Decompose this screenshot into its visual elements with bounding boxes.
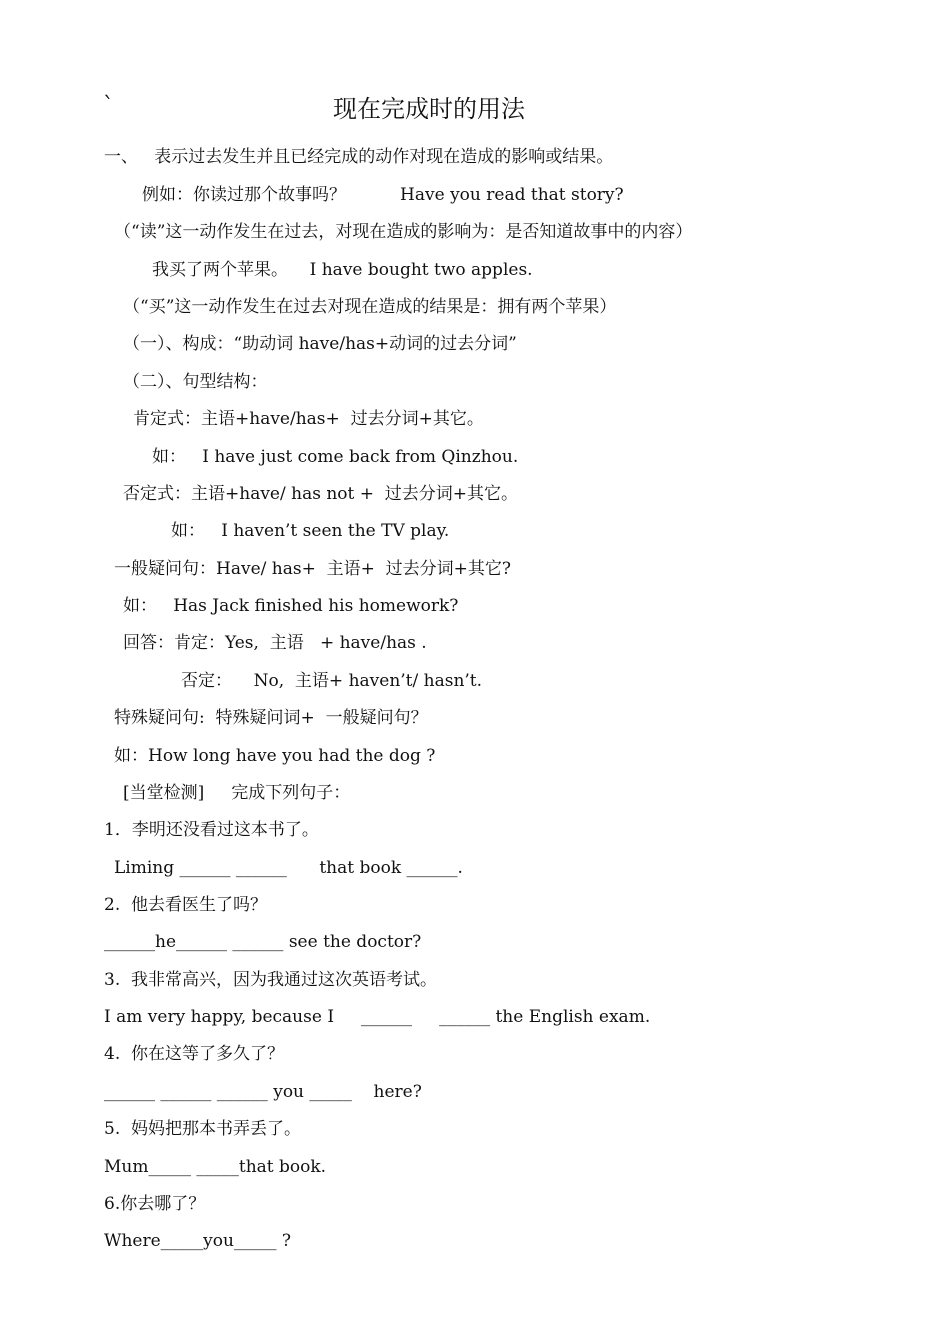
stray-mark: `	[103, 94, 114, 119]
answer-line: 否定： No, 主语+ haven’t/ hasn’t.	[181, 671, 483, 691]
explanation-line: （“买”这一动作发生在过去对现在造成的结果是：拥有两个苹果）	[123, 297, 617, 317]
exercise-blank-line: I am very happy, because I ______ ______ the English exam.	[104, 1007, 651, 1027]
answer-line: 回答：肯定：Yes, 主语 + have/has .	[123, 633, 427, 653]
exercise-blank-line: ______ ______ ______ you _____ here?	[104, 1082, 422, 1102]
subsection-heading: （一）、构成：“助动词 have/has+动词的过去分词”	[123, 334, 517, 354]
example-line: 如： Has Jack finished his homework?	[123, 596, 459, 616]
exercise-blank-line: Liming ______ ______ that book ______.	[114, 858, 463, 878]
example-line: 如： I have just come back from Qinzhou.	[152, 447, 519, 467]
example-line: 例如：你读过那个故事吗？ Have you read that story?	[142, 185, 624, 205]
exercise-heading: [当堂检测] 完成下列句子：	[123, 783, 351, 803]
exercise-prompt: 1．李明还没看过这本书了。	[104, 820, 319, 840]
rule-line: 一般疑问句：Have/ has+ 主语+ 过去分词+其它?	[114, 559, 512, 579]
exercise-prompt: 4. 你在这等了多久了？	[104, 1044, 285, 1064]
exercise-prompt: 2. 他去看医生了吗？	[104, 895, 268, 915]
page-title: 现在完成时的用法	[333, 95, 525, 123]
rule-line: 否定式：主语+have/ has not + 过去分词+其它。	[123, 484, 519, 504]
section-heading: 一、 表示过去发生并且已经完成的动作对现在造成的影响或结果。	[104, 147, 614, 167]
subsection-heading: （二）、句型结构：	[123, 372, 268, 392]
exercise-blank-line: Mum_____ _____that book.	[104, 1157, 327, 1177]
exercise-blank-line: ______he______ ______ see the doctor?	[104, 932, 422, 952]
rule-line: 特殊疑问句: 特殊疑问词+ 一般疑问句？	[114, 708, 428, 728]
exercise-prompt: 5. 妈妈把那本书弄丢了。	[104, 1119, 302, 1139]
exercise-prompt: 6.你去哪了？	[104, 1194, 206, 1214]
example-line: 我买了两个苹果。 I have bought two apples.	[152, 260, 533, 280]
example-line: 如： I haven’t seen the TV play.	[171, 521, 450, 541]
rule-line: 肯定式：主语+have/has+ 过去分词+其它。	[133, 409, 484, 429]
example-line: 如：How long have you had the dog ?	[114, 746, 436, 766]
exercise-prompt: 3. 我非常高兴，因为我通过这次英语考试。	[104, 970, 438, 990]
explanation-line: （“读”这一动作发生在过去，对现在造成的影响为：是否知道故事中的内容）	[114, 222, 693, 242]
exercise-blank-line: Where_____you_____ ?	[104, 1231, 291, 1251]
